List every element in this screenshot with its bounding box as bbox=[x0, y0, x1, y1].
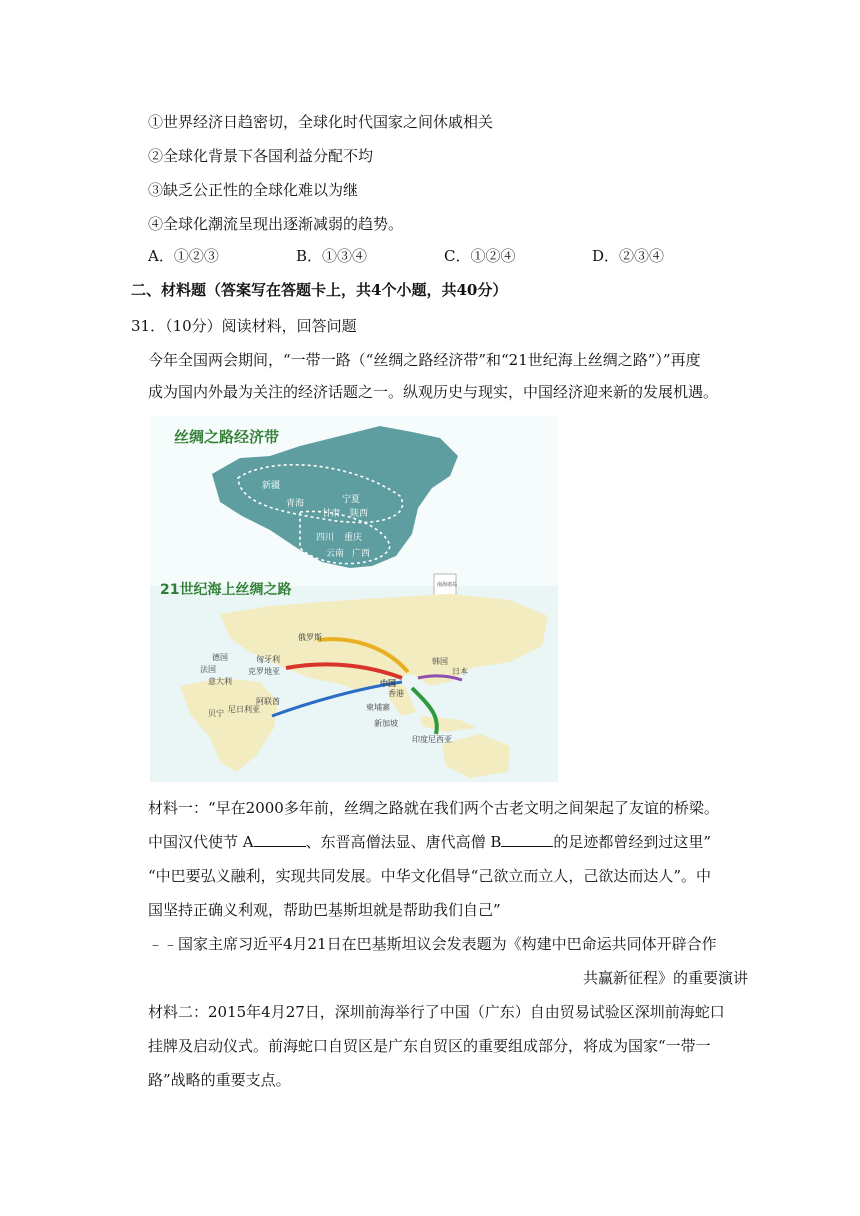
label-chongqing: 重庆 bbox=[344, 533, 363, 543]
material2-line1: 材料二：2015年4月27日，深圳前海举行了中国（广东）自由贸易试验区深圳前海蛇口 bbox=[148, 1003, 725, 1021]
material1-line3: “中巴要弘义融利，实现共同发展。中华文化倡导“己欲立而立人，己欲达而达人”。中 bbox=[148, 867, 712, 885]
section-title: 二、材料题（答案写在答题卡上，共4个小题，共40分） bbox=[131, 281, 508, 299]
label-hongkong: 香港 bbox=[388, 689, 404, 698]
material1-line4: 国坚持正确义利观，帮助巴基斯坦就是帮助我们自己” bbox=[148, 901, 501, 919]
material1-line2 bbox=[148, 832, 711, 852]
option-2: ②全球化背景下各国利益分配不均 bbox=[148, 147, 374, 165]
material1-line1: 材料一：“早在2000多年前，丝绸之路就在我们两个古老文明之间架起了友谊的桥梁。 bbox=[148, 799, 719, 817]
question-header: 31．（10分）阅读材料，回答问题 bbox=[131, 317, 357, 335]
material2-line3: 路”战略的重要支点。 bbox=[148, 1071, 291, 1089]
material1-line2-c: 的足迹都曾经到过这里” bbox=[553, 833, 712, 851]
inset-label: 南海诸岛 bbox=[437, 582, 458, 588]
option-4: ④全球化潮流呈现出逐渐减弱的趋势。 bbox=[148, 215, 404, 233]
label-korea: 韩国 bbox=[432, 657, 448, 666]
label-china: 中国 bbox=[380, 679, 396, 688]
label-japan: 日本 bbox=[452, 667, 468, 676]
map-title-maritime: 21世纪海上丝绸之路 bbox=[160, 582, 292, 598]
label-shaanxi: 陕西 bbox=[350, 509, 369, 519]
blank-b bbox=[501, 832, 553, 847]
label-russia: 俄罗斯 bbox=[298, 633, 322, 642]
label-ningxia: 宁夏 bbox=[342, 495, 361, 505]
option-3: ③缺乏公正性的全球化难以为继 bbox=[148, 181, 359, 199]
label-qinghai: 青海 bbox=[286, 499, 305, 509]
choice-b: B．①③④ bbox=[296, 247, 368, 265]
material1-line2-b: 、东晋高僧法显、唐代高僧 B bbox=[305, 833, 502, 851]
label-guangxi: 广西 bbox=[352, 549, 371, 559]
intro-line-1: 今年全国两会期间，“一带一路（“丝绸之路经济带”和“21世纪海上丝绸之路”）”再度 bbox=[148, 351, 701, 369]
map-title-belt: 丝绸之路经济带 bbox=[174, 428, 280, 446]
material1-line2-a: 中国汉代使节 A bbox=[148, 833, 254, 851]
option-1: ①世界经济日趋密切，全球化时代国家之间休戚相关 bbox=[148, 113, 494, 131]
choice-d: D．②③④ bbox=[592, 247, 665, 265]
material1-source-line1: ﹣﹣国家主席习近平4月21日在巴基斯坦议会发表题为《构建中巴命运共同体开辟合作 bbox=[148, 935, 717, 953]
material2-line2: 挂牌及启动仪式。前海蛇口自贸区是广东自贸区的重要组成部分，将成为国家“一带一 bbox=[148, 1037, 711, 1055]
choice-c: C．①②④ bbox=[444, 247, 516, 265]
label-hungary: 匈牙利 bbox=[256, 655, 280, 664]
choice-a: A．①②③ bbox=[148, 247, 219, 265]
label-france: 法国 bbox=[200, 665, 216, 674]
label-xinjiang: 新疆 bbox=[262, 481, 281, 491]
label-germany: 德国 bbox=[212, 653, 228, 662]
material1-source-line2: 共赢新征程》的重要演讲 bbox=[582, 969, 748, 987]
label-singapore: 新加坡 bbox=[374, 719, 398, 728]
label-indonesia: 印度尼西亚 bbox=[412, 735, 452, 744]
blank-a bbox=[254, 832, 306, 847]
silk-road-map bbox=[150, 416, 558, 782]
label-nigeria: 尼日利亚 bbox=[228, 705, 260, 714]
label-benin: 贝宁 bbox=[208, 709, 224, 718]
label-cambodia: 柬埔寨 bbox=[366, 703, 390, 712]
label-italy: 意大利 bbox=[208, 677, 232, 686]
label-gansu: 甘肃 bbox=[322, 509, 341, 519]
label-sichuan: 四川 bbox=[316, 533, 335, 543]
label-uae: 阿联酋 bbox=[256, 697, 280, 706]
intro-line-2: 成为国内外最为关注的经济话题之一。纵观历史与现实，中国经济迎来新的发展机遇。 bbox=[148, 383, 719, 401]
label-yunnan: 云南 bbox=[326, 549, 345, 559]
label-croatia: 克罗地亚 bbox=[248, 667, 280, 676]
